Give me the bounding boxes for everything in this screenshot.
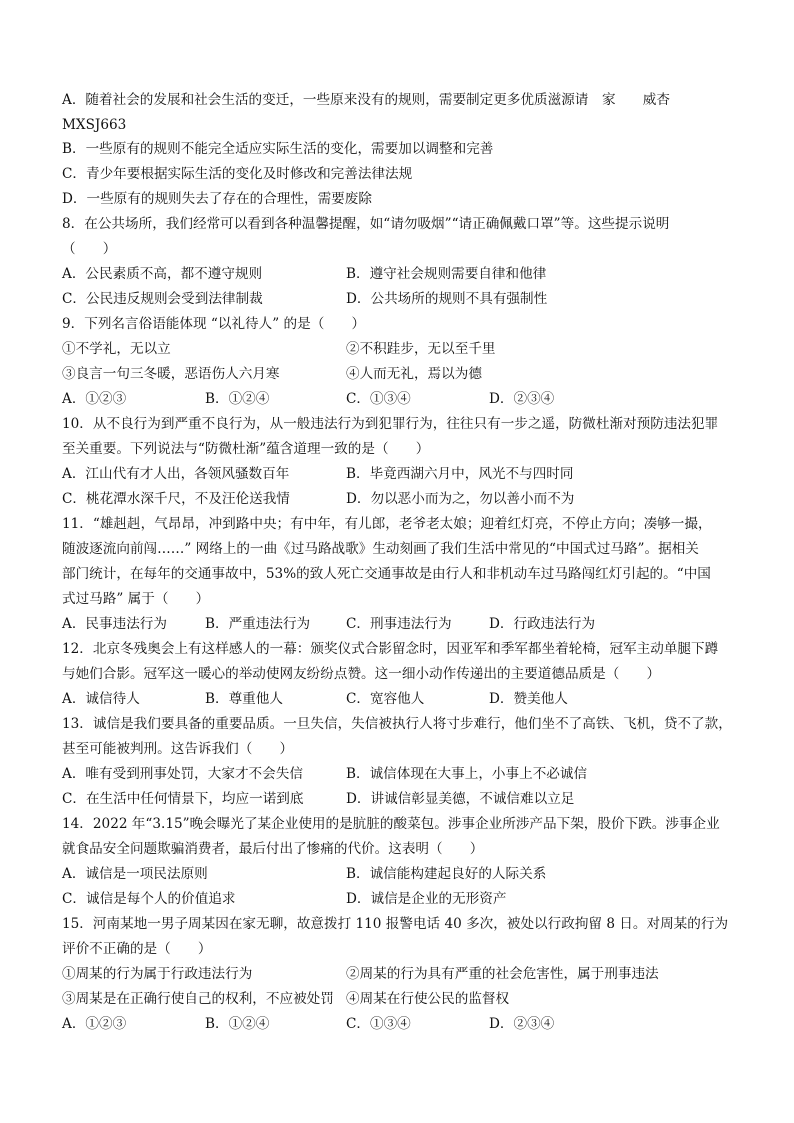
q9-statement-2: ②不积跬步，无以至千里 bbox=[346, 341, 496, 357]
q13-option-d: D．讲诚信彰显美德，不诚信难以立足 bbox=[346, 791, 575, 807]
q12-option-a: A．诚信待人 bbox=[62, 691, 140, 707]
q8-option-c: C．公民违反规则会受到法律制裁 bbox=[62, 291, 263, 307]
q7-option-a-line2: MXSJ663 bbox=[62, 117, 127, 133]
q8-option-d: D．公共场所的规则不具有强制性 bbox=[346, 291, 548, 307]
q10-stem-line1: 10．从不良行为到严重不良行为，从一般违法行为到犯罪行为，往往只有一步之遥，防微杜渐对预防违法犯罪 bbox=[62, 416, 719, 432]
q9-statement-4: ④人而无礼，焉以为德 bbox=[346, 366, 482, 382]
q11-stem-line4: 式过马路” 属于（ ） bbox=[62, 591, 210, 607]
q14-option-b: B．诚信能构建起良好的人际关系 bbox=[346, 866, 547, 882]
q15-statement-2: ②周某的行为具有严重的社会危害性，属于刑事违法 bbox=[346, 966, 659, 982]
q8-option-b: B．遵守社会规则需要自律和他律 bbox=[346, 266, 547, 282]
q10-option-b: B．毕竟西湖六月中，风光不与四时同 bbox=[346, 466, 574, 482]
q9-statement-3: ③良言一句三冬暖，恶语伤人六月寒 bbox=[62, 366, 280, 382]
q15-statement-1: ①周某的行为属于行政违法行为 bbox=[62, 966, 253, 982]
q11-option-c: C．刑事违法行为 bbox=[346, 616, 452, 632]
q12-option-b: B．尊重他人 bbox=[205, 691, 283, 707]
q10-option-d: D．勿以恶小而为之，勿以善小而不为 bbox=[346, 491, 575, 507]
q11-option-a: A．民事违法行为 bbox=[62, 616, 167, 632]
q8-stem-line1: 8．在公共场所，我们经常可以看到各种温馨提醒，如“请勿吸烟”“请正确佩戴口罩”等。这些提示说明 bbox=[62, 216, 670, 232]
q15-statement-3: ③周某是在正确行使自己的权利，不应被处罚 bbox=[62, 991, 334, 1007]
q10-option-a: A．江山代有才人出，各领风骚数百年 bbox=[62, 466, 290, 482]
q8-option-a: A．公民素质不高，都不遵守规则 bbox=[62, 266, 263, 282]
q9-option-c: C．①③④ bbox=[346, 391, 411, 407]
q14-option-d: D．诚信是企业的无形资产 bbox=[346, 891, 507, 907]
q9-option-b: B．①②④ bbox=[205, 391, 270, 407]
q13-option-c: C．在生活中任何情景下，均应一诺到底 bbox=[62, 791, 304, 807]
q15-option-c: C．①③④ bbox=[346, 1016, 411, 1032]
q9-option-d: D．②③④ bbox=[489, 391, 555, 407]
q11-stem-line1: 11．“雄赳赳，气昂昂，冲到路中央；有中年，有儿郎，老爷老太娘；迎着红灯亮，不停止方向；凑够一撮， bbox=[62, 516, 712, 532]
q15-stem-line1: 15．河南某地一男子周某因在家无聊，故意拨打 110 报警电话 40 多次，被处以行政拘留 8 日。对周某的行为 bbox=[62, 916, 729, 932]
q15-option-d: D．②③④ bbox=[489, 1016, 555, 1032]
q8-stem-line2: （ ） bbox=[62, 241, 117, 257]
q11-option-d: D．行政违法行为 bbox=[489, 616, 596, 632]
q9-statement-1: ①不学礼，无以立 bbox=[62, 341, 171, 357]
q12-stem-line1: 12．北京冬残奥会上有这样感人的一幕：颁奖仪式合影留念时，因亚军和季军都坐着轮椅，冠军主动单腿下蹲 bbox=[62, 641, 719, 657]
q11-option-b: B．严重违法行为 bbox=[205, 616, 311, 632]
q13-stem-line1: 13．诚信是我们要具备的重要品质。一旦失信，失信被执行人将寸步难行，他们坐不了高铁、飞机，贷不了款， bbox=[62, 716, 732, 732]
q15-option-a: A．①②③ bbox=[62, 1016, 127, 1032]
q7-option-b: B．一些原有的规则不能完全适应实际生活的变化，需要加以调整和完善 bbox=[62, 141, 494, 157]
q7-option-d: D．一些原有的规则失去了存在的合理性，需要废除 bbox=[62, 191, 372, 207]
q10-stem-line2: 至关重要。下列说法与“防微杜渐”蕴含道理一致的是（ ） bbox=[62, 441, 430, 457]
q10-option-c: C．桃花潭水深千尺，不及汪伦送我情 bbox=[62, 491, 290, 507]
q9-option-a: A．①②③ bbox=[62, 391, 127, 407]
q12-stem-line2: 与她们合影。冠军这一暖心的举动使网友纷纷点赞。这一细小动作传递出的主要道德品质是（ ） bbox=[62, 666, 661, 682]
q15-stem-line2: 评价不正确的是（ ） bbox=[62, 941, 212, 957]
q12-option-d: D．赞美他人 bbox=[489, 691, 568, 707]
q14-option-a: A．诚信是一项民法原则 bbox=[62, 866, 208, 882]
q13-option-b: B．诚信体现在大事上，小事上不必诚信 bbox=[346, 766, 588, 782]
q14-option-c: C．诚信是每个人的价值追求 bbox=[62, 891, 236, 907]
q15-option-b: B．①②④ bbox=[205, 1016, 270, 1032]
q14-stem-line1: 14．2022 年“3.15”晚会曝光了某企业使用的是肮脏的酸菜包。涉事企业所涉产品下架，股价下跌。涉事企业 bbox=[62, 816, 720, 832]
q9-stem: 9．下列名言俗语能体现 “以礼待人” 的是（ ） bbox=[62, 316, 366, 332]
q12-option-c: C．宽容他人 bbox=[346, 691, 425, 707]
q11-stem-line2: 随波逐流向前闯……” 网络上的一曲《过马路战歌》生动刻画了我们生活中常见的“中国式过马路”。据相关 bbox=[62, 541, 699, 557]
q13-stem-line2: 甚至可能被判刑。这告诉我们（ ） bbox=[62, 741, 294, 757]
q14-stem-line2: 就食品安全问题欺骗消费者，最后付出了惨痛的代价。这表明（ ） bbox=[62, 841, 484, 857]
q15-statement-4: ④周某在行使公民的监督权 bbox=[346, 991, 510, 1007]
q7-option-a-line1: A．随着社会的发展和社会生活的变迁，一些原来没有的规则，需要制定更多优质滋源请 家 威杏 bbox=[62, 92, 670, 108]
q11-stem-line3: 部门统计，在每年的交通事故中，53%的致人死亡交通事故是由行人和非机动车过马路闯红灯引起的。“中国 bbox=[62, 566, 711, 582]
q7-option-c: C．青少年要根据实际生活的变化及时修改和完善法律法规 bbox=[62, 166, 413, 182]
q13-option-a: A．唯有受到刑事处罚，大家才不会失信 bbox=[62, 766, 303, 782]
